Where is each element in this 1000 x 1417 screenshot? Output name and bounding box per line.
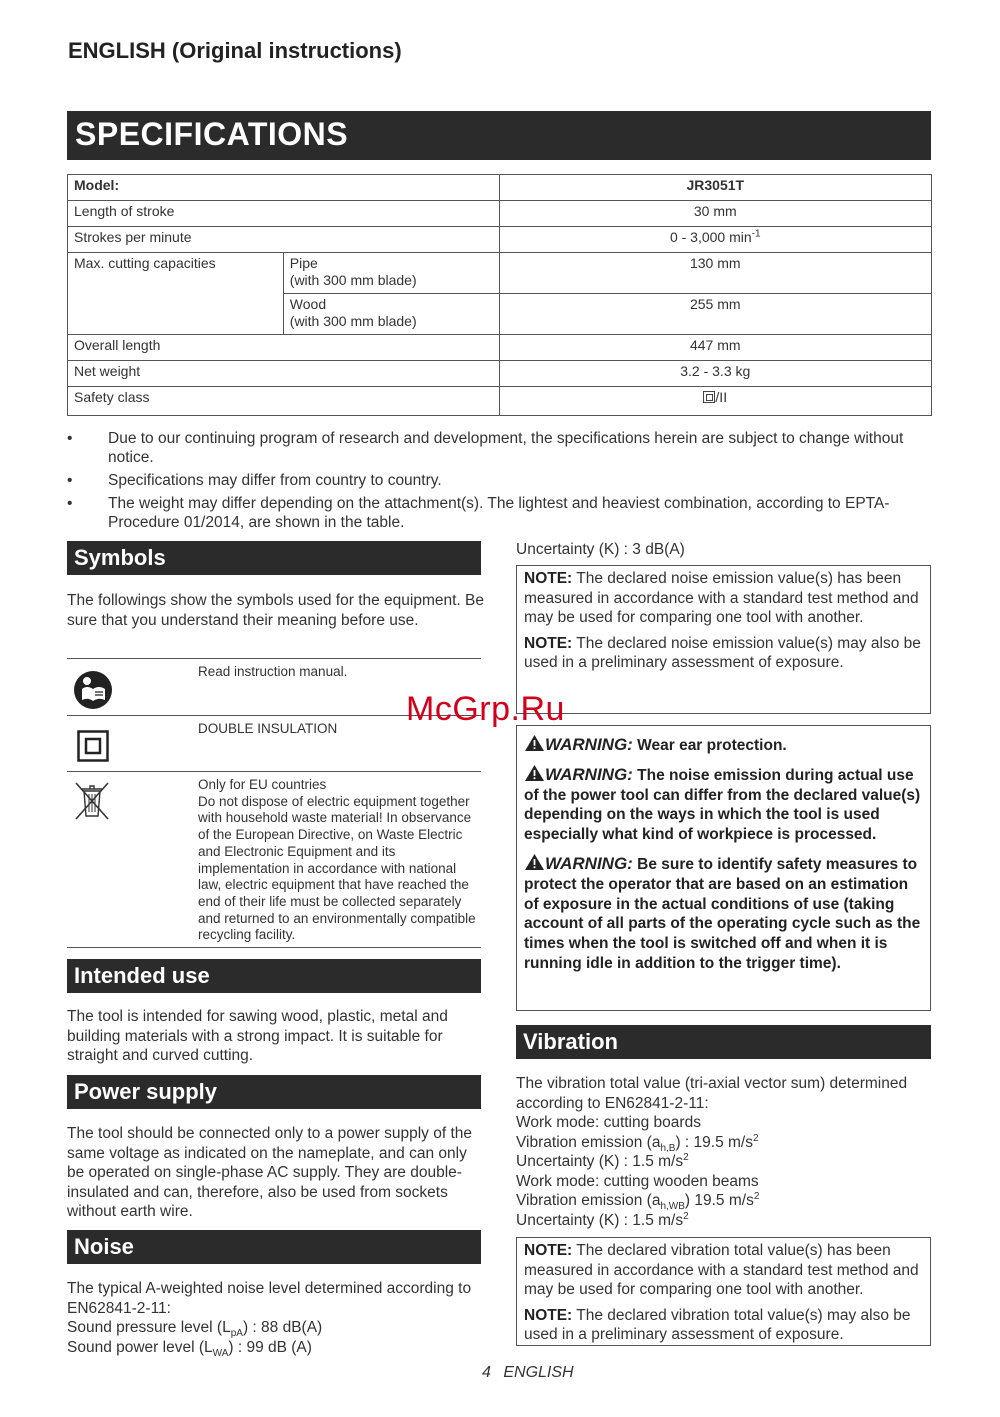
noise-note-box [516, 565, 931, 714]
symbol-title: Only for EU countries [198, 777, 327, 792]
bullet-mark: • [67, 495, 73, 512]
warning-icon [524, 734, 545, 752]
symbols-intro: The followings show the symbols used for the equipment. Be sure that you understand their meaning before use. [67, 592, 485, 629]
list-item [67, 494, 927, 532]
table-row [68, 361, 932, 387]
emission-sub: h,WB [660, 1201, 685, 1213]
power-supply-header: Power supply [67, 1075, 481, 1109]
symbols-header: Symbols [67, 541, 481, 575]
noise-uncertainty: Uncertainty (K) : 3 dB(A) [516, 541, 685, 558]
symbol-text [198, 777, 478, 944]
emission-value: ) : 19.5 m/s [675, 1133, 753, 1151]
warning-item [524, 853, 923, 974]
unit-superscript: 2 [753, 1190, 760, 1202]
table-row [68, 253, 932, 294]
vibration-emission-2 [516, 1191, 934, 1211]
note-label: NOTE: [524, 570, 573, 587]
work-mode-1: Work mode: cutting boards [516, 1114, 701, 1131]
power-supply-text: The tool should be connected only to a power supply of the same voltage as indicated on the nameplate, and can only be operated on single-phase AC supply. They are double-insulated and can, therefore, also be used from sockets without earth wire. [67, 1125, 472, 1220]
uncertainty-text: Uncertainty (K) : 1.5 m/s [516, 1211, 684, 1229]
crossed-bin-icon [74, 780, 110, 820]
note-paragraph [524, 569, 923, 628]
pipe-label: Pipe [289, 255, 318, 271]
row-value [499, 227, 931, 253]
sound-pressure-label: Sound pressure level (L [67, 1319, 231, 1336]
warning-icon [524, 853, 545, 871]
bullet-mark: • [67, 430, 73, 447]
row-value: 447 mm [499, 335, 931, 361]
row-label: Net weight [68, 361, 500, 387]
vibration-note-box [516, 1237, 931, 1346]
warning-text: Wear ear protection. [637, 737, 787, 754]
symbol-text: DOUBLE INSULATION [198, 721, 338, 736]
double-insulation-icon [77, 730, 109, 762]
list-item [67, 471, 927, 490]
sound-pressure-value: ) : 88 dB(A) [242, 1319, 323, 1336]
uncertainty-text: Uncertainty (K) : 1.5 m/s [516, 1153, 684, 1170]
warning-item [524, 764, 923, 845]
unit-superscript: 2 [753, 1132, 759, 1144]
symbol-text: Read instruction manual. [198, 664, 348, 679]
emission-value: ) 19.5 m/s [684, 1192, 754, 1209]
specifications-header: SPECIFICATIONS [67, 111, 931, 160]
emission-sub: h,B [660, 1142, 676, 1154]
row-label: Strokes per minute [68, 227, 500, 253]
warning-item [524, 734, 923, 756]
unit-superscript: -1 [751, 228, 761, 240]
warning-text: Be sure to identify safety measures to protect the operator that are based on an estimation of exposure in the actual conditions of use (taking account of all parts of the operating cycle such as the times when the tool is switched off and when it is running idle in addition to the trigger time). [524, 855, 921, 972]
row-value: 30 mm [499, 201, 931, 227]
strokes-value: 0 - 3,000 min [669, 229, 752, 245]
symbol-row [67, 771, 481, 948]
model-label: Model: [68, 175, 500, 201]
note-text: The declared noise emission value(s) may also be used in a preliminary assessment of exposure. [524, 634, 921, 671]
vibration-intro: The vibration total value (tri-axial vector sum) determined according to EN62841-2-11: [516, 1075, 908, 1112]
warning-text: The noise emission during actual use of the power tool can differ from the declared value(s) depending on the ways in which the tool is used especially what kind of workpiece is processed. [524, 766, 921, 844]
bullet-text: Due to our continuing program of research and development, the specifications herein are subject to change without notice. [108, 430, 904, 466]
pipe-value: 130 mm [499, 253, 931, 294]
sound-pressure-sub: pA [230, 1328, 243, 1340]
row-value [499, 387, 931, 416]
noise-text [67, 1279, 485, 1357]
uncertainty-2 [516, 1211, 934, 1231]
note-text: The declared noise emission value(s) has been measured in accordance with a standard test method and may be used for comparing one tool with another. [524, 570, 919, 626]
sound-power [67, 1338, 485, 1358]
warning-box [516, 725, 931, 1011]
bullet-text: Specifications may differ from country to country. [108, 472, 442, 489]
note-paragraph [524, 1241, 923, 1300]
note-label: NOTE: [524, 1242, 573, 1259]
page-footer: 4 ENGLISH [482, 1364, 574, 1381]
wood-note: (with 300 mm blade) [289, 313, 417, 329]
table-row [68, 201, 932, 227]
warning-label: WARNING: [545, 853, 633, 873]
bullet-text: The weight may differ depending on the attachment(s). The lightest and heaviest combination, according to EPTA-Procedure 01/2014, are shown in the table. [108, 495, 890, 531]
warning-label: WARNING: [545, 735, 633, 754]
bullet-mark: • [67, 472, 73, 489]
row-label: Safety class [68, 387, 500, 416]
wood-label: Wood [289, 296, 327, 312]
symbol-description: Do not dispose of electric equipment together with household waste material! In observance of the European Directive, on Waste Electric and Electronic Equipment and its implementation in accordance with national law, electric equipment that have reached the end of their life must be collected separately and returned to an environmentally compatible recycling facility. [198, 793, 476, 943]
model-value: JR3051T [499, 175, 931, 201]
read-manual-icon [73, 670, 113, 710]
unit-superscript: 2 [683, 1210, 689, 1222]
sound-power-label: Sound power level (L [67, 1338, 213, 1356]
sound-pressure [67, 1318, 485, 1338]
wood-value: 255 mm [499, 294, 931, 335]
row-label: Length of stroke [68, 201, 500, 227]
page-title: ENGLISH (Original instructions) [68, 38, 402, 63]
spec-notes [67, 429, 927, 536]
note-text: The declared vibration total value(s) has been measured in accordance with a standard test method and may be used for comparing one tool with another. [524, 1242, 919, 1298]
specifications-table [67, 174, 932, 416]
watermark: McGrp.Ru [406, 690, 565, 728]
table-row [68, 175, 932, 201]
intended-use-text: The tool is intended for sawing wood, plastic, metal and building materials with a strong impact. It is suitable for straight and curved cutting. [67, 1008, 448, 1064]
vibration-text [516, 1074, 934, 1230]
vibration-header: Vibration [516, 1025, 931, 1059]
double-insulation-icon [703, 391, 715, 403]
list-item [67, 429, 927, 467]
row-label: Max. cutting capacities [68, 253, 284, 335]
note-text: The declared vibration total value(s) may also be used in a preliminary assessment of exposure. [524, 1306, 911, 1343]
intended-use-header: Intended use [67, 959, 481, 993]
unit-superscript: 2 [683, 1151, 689, 1163]
note-label: NOTE: [524, 1306, 573, 1324]
note-label: NOTE: [524, 634, 573, 652]
safety-class-value: /II [715, 389, 728, 405]
emission-label: Vibration emission (a [516, 1133, 661, 1151]
warning-label: WARNING: [545, 764, 633, 784]
sub-row-label [283, 253, 499, 294]
sound-power-sub: WA [212, 1347, 229, 1359]
table-row [68, 387, 932, 416]
vibration-emission-1 [516, 1133, 934, 1153]
row-label: Overall length [68, 335, 500, 361]
uncertainty-1 [516, 1152, 934, 1172]
table-row [68, 335, 932, 361]
sub-row-label [283, 294, 499, 335]
pipe-note: (with 300 mm blade) [289, 272, 417, 288]
sound-power-value: ) : 99 dB (A) [228, 1338, 312, 1356]
note-paragraph [524, 634, 923, 673]
noise-intro: The typical A-weighted noise level determined according to EN62841-2-11: [67, 1280, 472, 1317]
emission-label: Vibration emission (a [516, 1192, 661, 1209]
noise-header: Noise [67, 1230, 481, 1264]
row-value: 3.2 - 3.3 kg [499, 361, 931, 387]
work-mode-2: Work mode: cutting wooden beams [516, 1172, 759, 1190]
note-paragraph [524, 1306, 923, 1345]
table-row [68, 227, 932, 253]
warning-icon [524, 764, 545, 782]
